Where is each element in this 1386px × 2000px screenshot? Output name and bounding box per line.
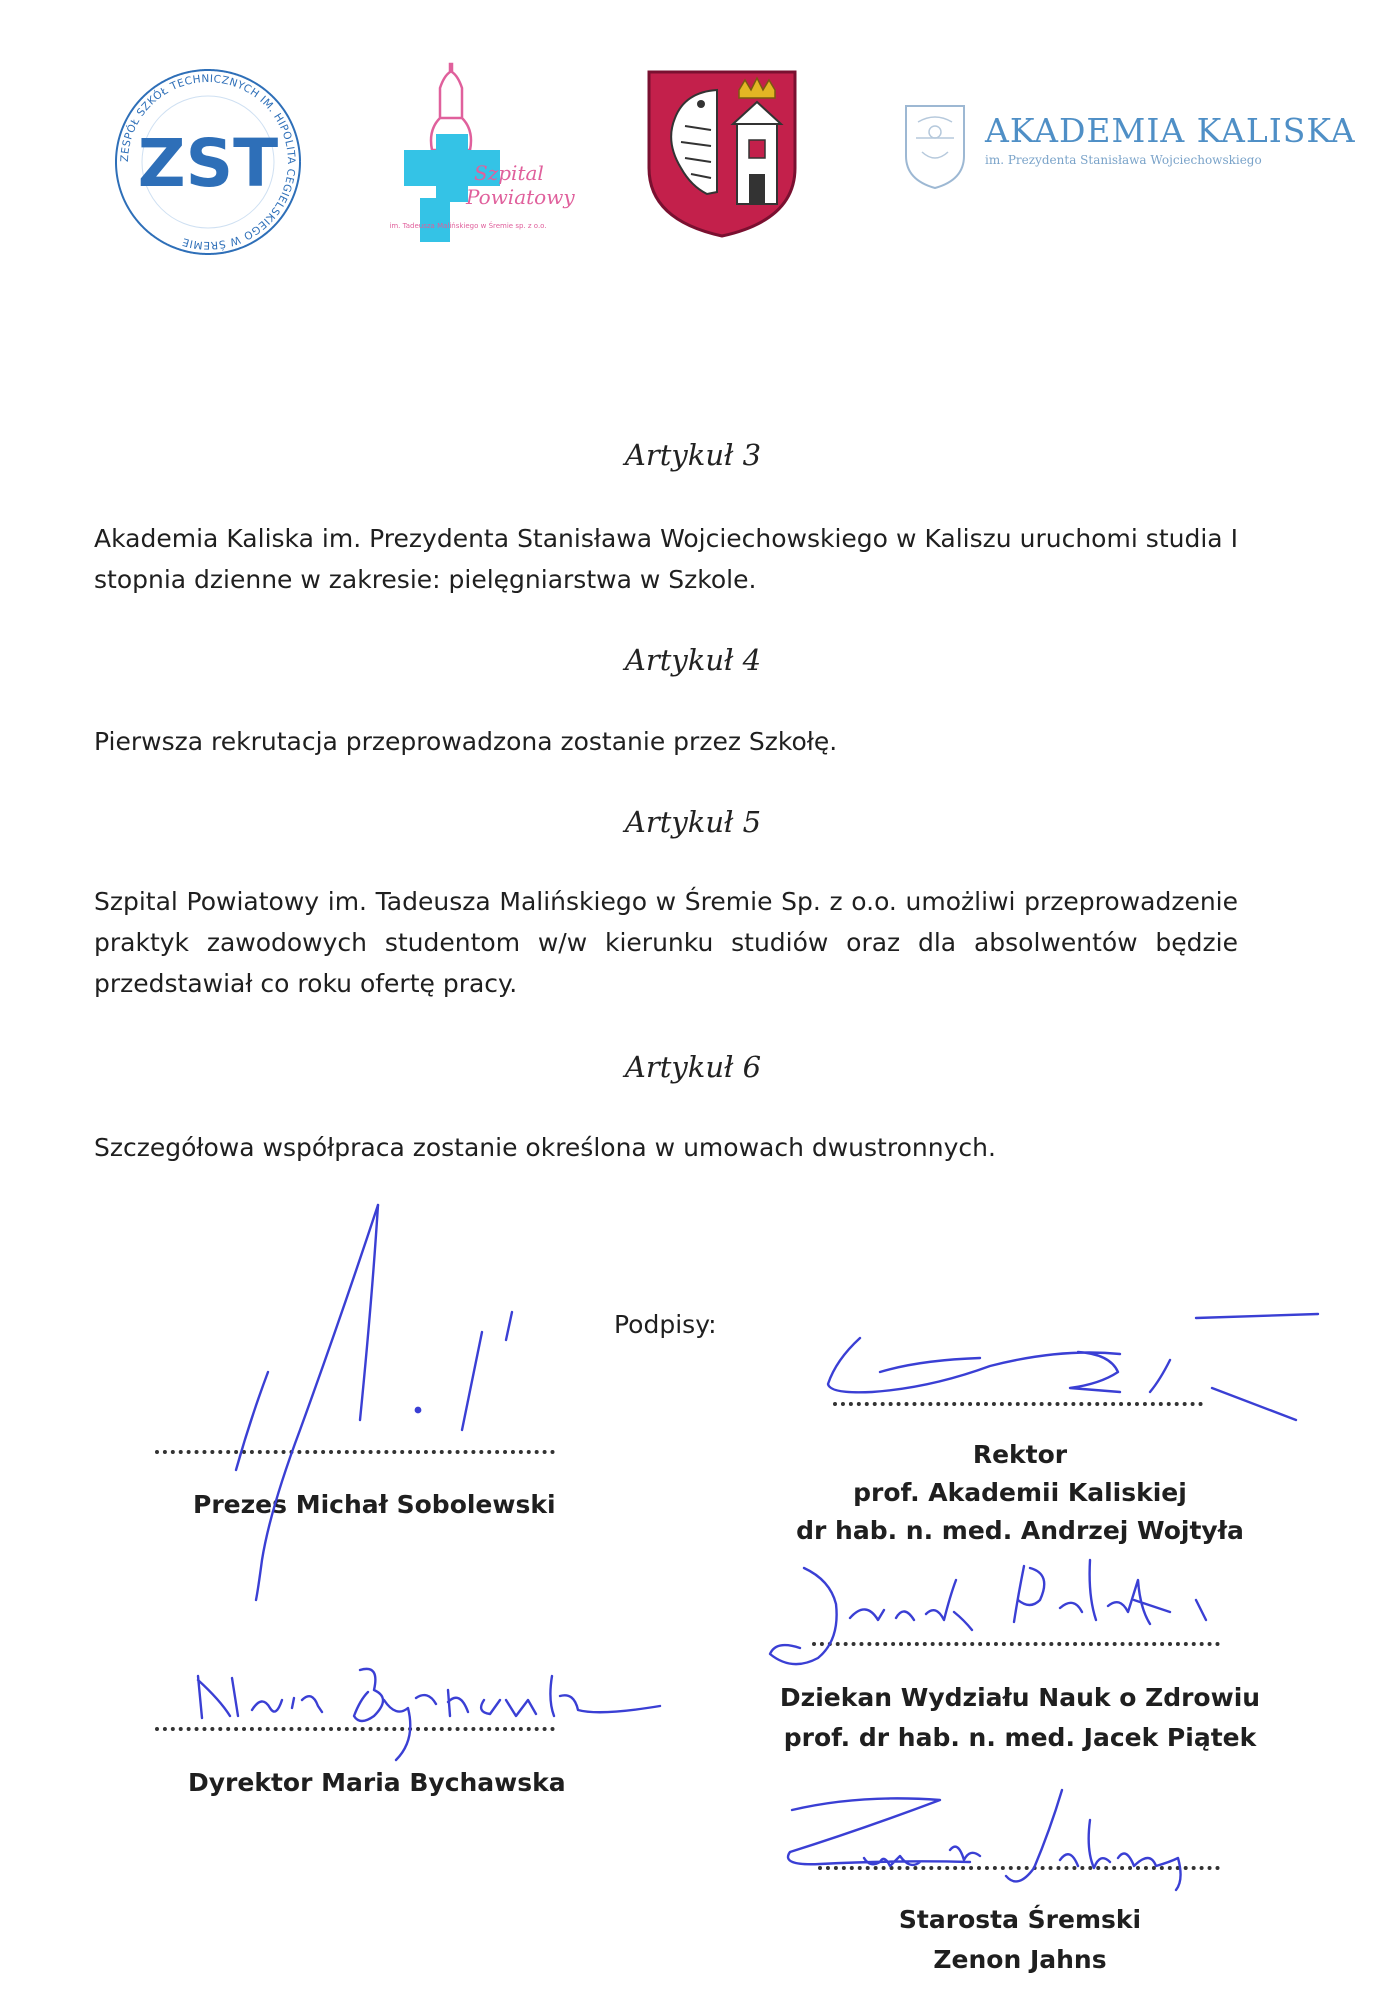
signature-line-dyrektor — [155, 1727, 555, 1731]
article-4-heading: Artykuł 4 — [624, 643, 762, 677]
signature-line-starosta — [818, 1866, 1220, 1870]
szpital-name-2: Powiatowy — [466, 185, 575, 209]
article-4-text: Pierwsza rekrutacja przeprowadzona zostanie przez Szkołę. — [94, 727, 838, 756]
article-3-text: Akademia Kaliska im. Prezydenta Stanisława Wojciechowskiego w Kaliszu uruchomi studia I stopnia dzienne w zakresie: pielęgniarstwa w Szkole. — [94, 524, 1238, 594]
article-5-heading: Artykuł 5 — [624, 805, 762, 839]
signature-dziekan — [770, 1560, 1206, 1664]
rektor-line-3: dr hab. n. med. Andrzej Wojtyła — [796, 1516, 1244, 1545]
akademia-title: AKADEMIA KALISKA — [985, 111, 1356, 150]
szpital-sub: im. Tadeusza Malińskiego w Śremie sp. z o.o. — [389, 222, 547, 230]
akademia-emblem-icon — [902, 102, 968, 190]
article-6-heading: Artykuł 6 — [624, 1050, 762, 1084]
signature-prezes — [256, 1205, 378, 1600]
article-3-heading: Artykuł 3 — [624, 438, 762, 472]
signatures-label: Podpisy: — [614, 1310, 717, 1339]
signature-line-dziekan — [812, 1642, 1220, 1646]
starosta-line-2: Zenon Jahns — [933, 1945, 1107, 1974]
szpital-name-1: Szpital — [474, 161, 544, 185]
dziekan-line-2: prof. dr hab. n. med. Jacek Piątek — [783, 1723, 1257, 1752]
signature-line-rektor — [833, 1402, 1203, 1406]
dziekan-block — [760, 1678, 1280, 1758]
signature-line-prezes — [155, 1450, 555, 1454]
zst-logo — [108, 62, 308, 262]
zst-ring-text: ZESPÓŁ SZKÓŁ TECHNICZNYCH IM. HIPOLITA CEGIELSKIEGO W ŚREMIE — [118, 72, 298, 252]
signature-starosta — [788, 1790, 1181, 1890]
starosta-line-1: Starosta Śremski — [898, 1905, 1142, 1934]
signature-dyrektor — [198, 1669, 660, 1760]
akademia-subtitle: im. Prezydenta Stanisława Wojciechowskiego — [985, 153, 1262, 167]
szpital-logo — [378, 58, 575, 248]
article-6-text: Szczegółowa współpraca zostanie określona w umowach dwustronnych. — [94, 1133, 996, 1162]
rektor-line-1: Rektor — [972, 1440, 1068, 1469]
rektor-block — [760, 1436, 1280, 1550]
zst-letters: ZST — [137, 125, 279, 202]
rektor-line-2: prof. Akademii Kaliskiej — [853, 1478, 1187, 1507]
dziekan-line-1: Dziekan Wydziału Nauk o Zdrowiu — [779, 1683, 1261, 1712]
prezes-name: Prezes Michał Sobolewski — [193, 1490, 556, 1519]
article-5-text: Szpital Powiatowy im. Tadeusza Malińskiego w Śremie Sp. z o.o. umożliwi przeprowadzenie praktyk zawodowych studentom w/w kierunku studiów oraz dla absolwentów będzie przedstawiał co roku ofertę pracy. — [94, 887, 1238, 998]
coat-of-arms-icon — [645, 68, 799, 240]
starosta-block — [760, 1900, 1280, 1980]
dyrektor-name: Dyrektor Maria Bychawska — [188, 1768, 566, 1797]
